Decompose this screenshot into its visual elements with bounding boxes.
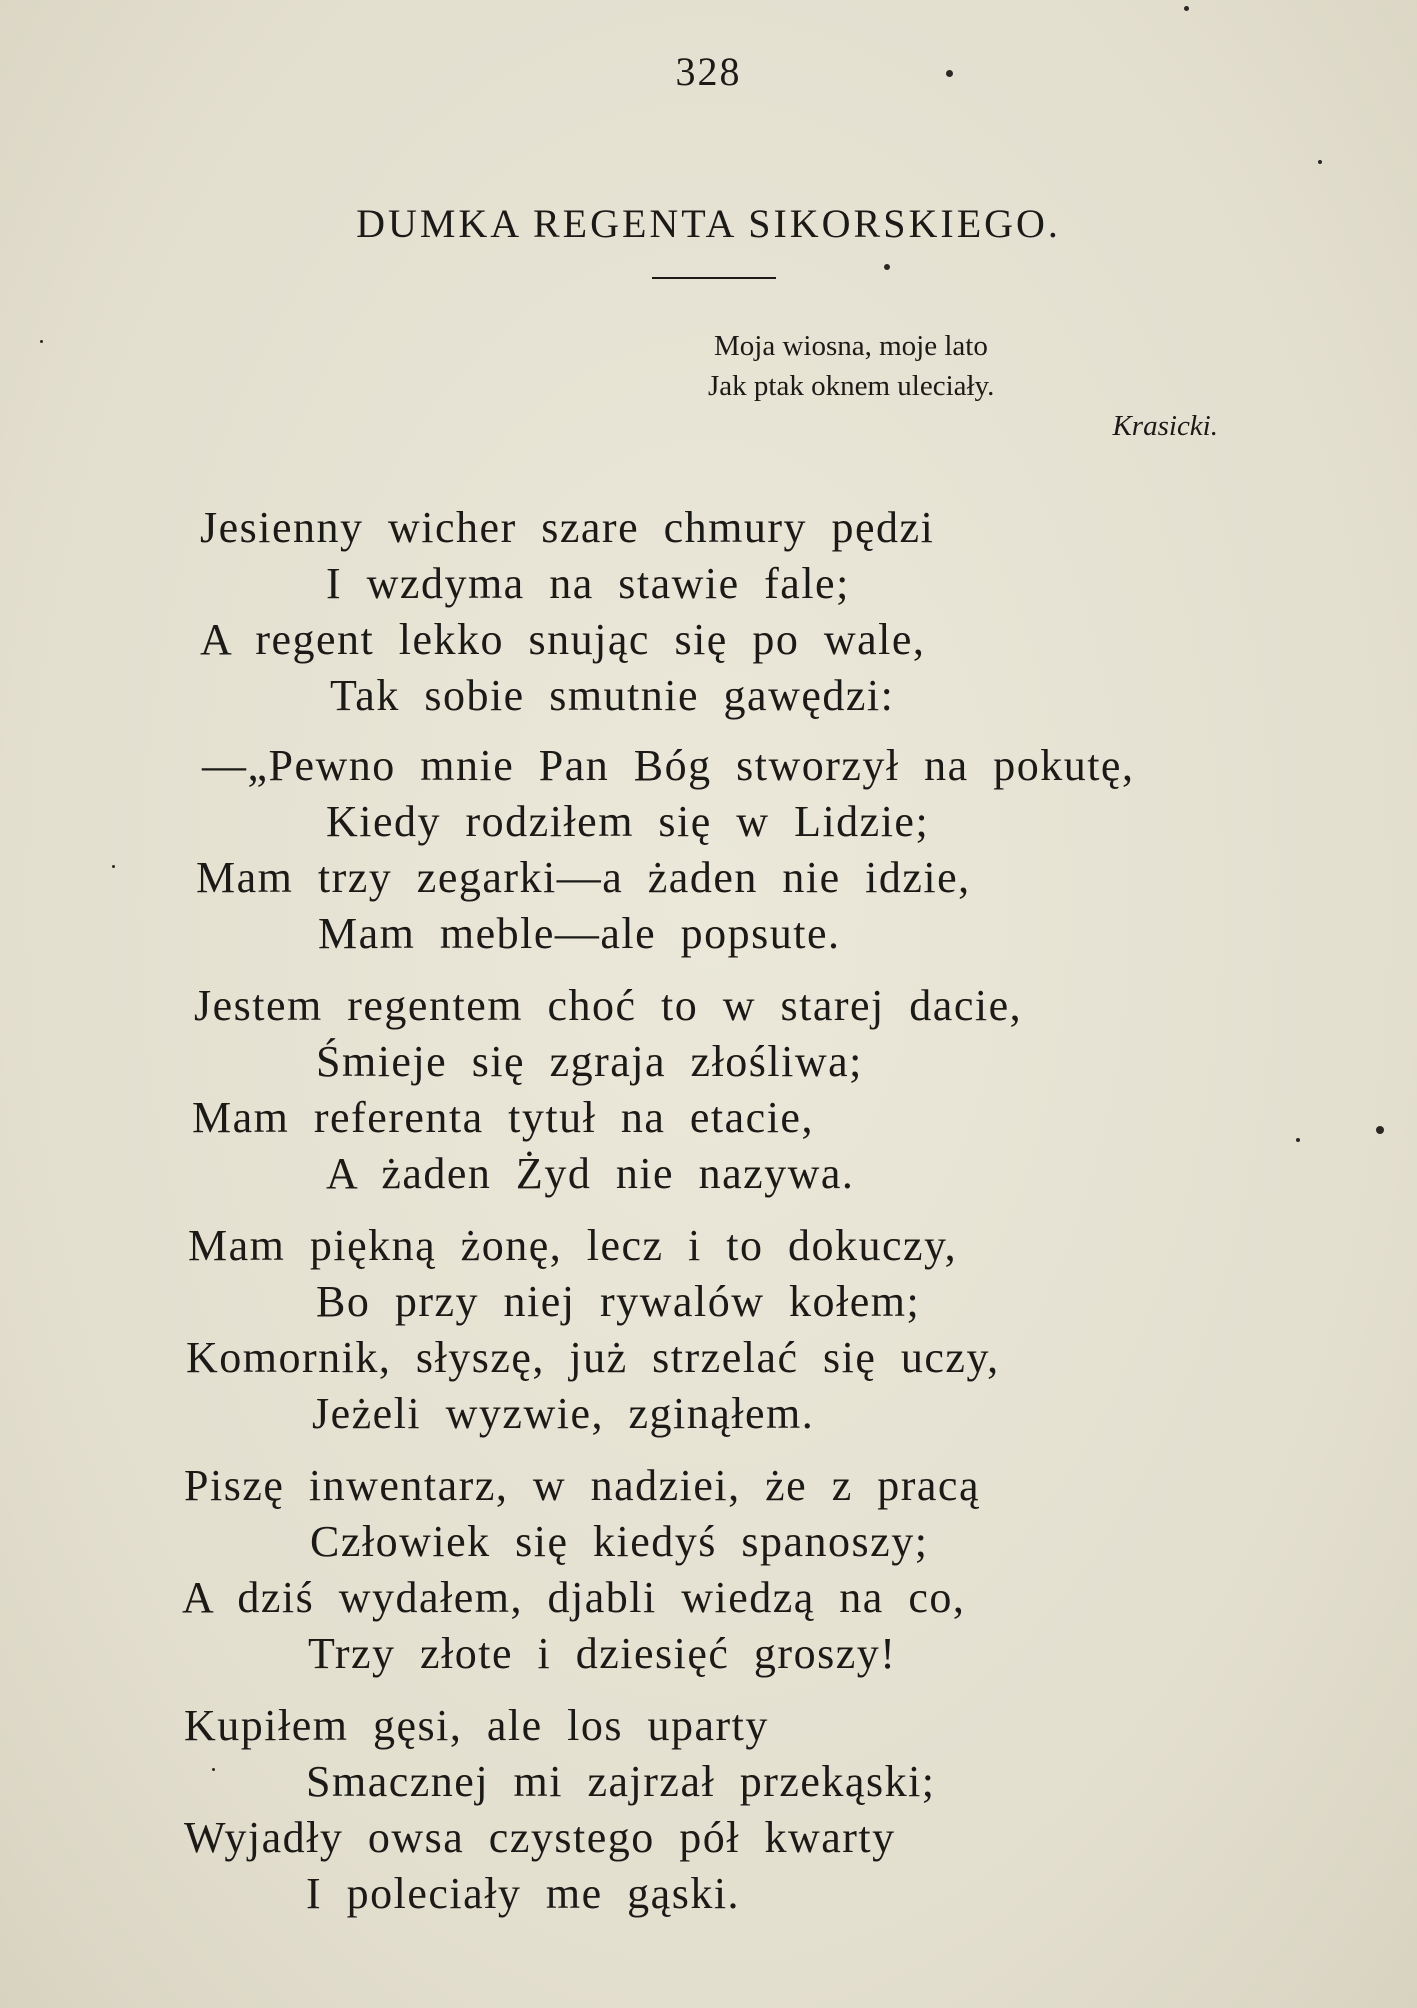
verse-line: Mam referenta tytuł na etacie,	[192, 1093, 814, 1142]
ink-speck	[1376, 1126, 1384, 1134]
verse-line: Człowiek się kiedyś spanoszy;	[310, 1517, 929, 1566]
verse-line: A regent lekko snując się po wale,	[200, 615, 926, 664]
ink-speck	[40, 340, 43, 343]
verse-line: Bo przy niej rywalów kołem;	[316, 1277, 921, 1326]
verse-line: A żaden Żyd nie nazywa.	[326, 1149, 855, 1198]
ink-speck	[1184, 6, 1189, 11]
verse-line: Mam piękną żonę, lecz i to dokuczy,	[188, 1221, 958, 1270]
verse-line: Wyjadły owsa czystego pół kwarty	[184, 1813, 896, 1862]
verse-line: Smacznej mi zajrzał przekąski;	[306, 1757, 936, 1806]
verse-line: Tak sobie smutnie gawędzi:	[330, 671, 895, 720]
verse-line: Mam trzy zegarki—a żaden nie idzie,	[196, 853, 971, 902]
verse-line: I wzdyma na stawie fale;	[326, 559, 850, 608]
verse-line: Komornik, słyszę, już strzelać się uczy,	[186, 1333, 1000, 1382]
verse-line: Trzy złote i dziesięć groszy!	[308, 1629, 897, 1678]
verse-line: Śmieje się zgraja złośliwa;	[316, 1037, 863, 1086]
verse-line: Kupiłem gęsi, ale los uparty	[184, 1701, 769, 1750]
ink-speck	[1296, 1138, 1300, 1142]
epigraph-line: Moja wiosna, moje lato	[714, 330, 988, 362]
verse-line: Piszę inwentarz, w nadziei, że z pracą	[184, 1461, 980, 1510]
verse-line: I poleciały me gąski.	[306, 1869, 741, 1918]
verse-line: A dziś wydałem, djabli wiedzą na co,	[182, 1573, 966, 1622]
poem-title: DUMKA REGENTA SIKORSKIEGO.	[356, 201, 1061, 246]
epigraph-line: Jak ptak oknem uleciały.	[708, 370, 995, 402]
verse-line: —„Pewno mnie Pan Bóg stworzył na pokutę,	[202, 741, 1135, 790]
page-number: 328	[675, 49, 742, 94]
verse-line: Jeżeli wyzwie, zginąłem.	[312, 1389, 815, 1438]
verse-line: Kiedy rodziłem się w Lidzie;	[326, 797, 930, 846]
ink-speck	[112, 865, 115, 868]
ink-speck	[884, 264, 890, 270]
ink-speck	[946, 70, 953, 77]
ink-speck	[1318, 160, 1322, 164]
epigraph-author: Krasicki.	[1112, 410, 1218, 442]
verse-line: Mam meble—ale popsute.	[318, 909, 841, 958]
verse-line: Jestem regentem choć to w starej dacie,	[194, 981, 1023, 1030]
verse-line: Jesienny wicher szare chmury pędzi	[200, 503, 935, 552]
ink-speck	[212, 1768, 215, 1771]
